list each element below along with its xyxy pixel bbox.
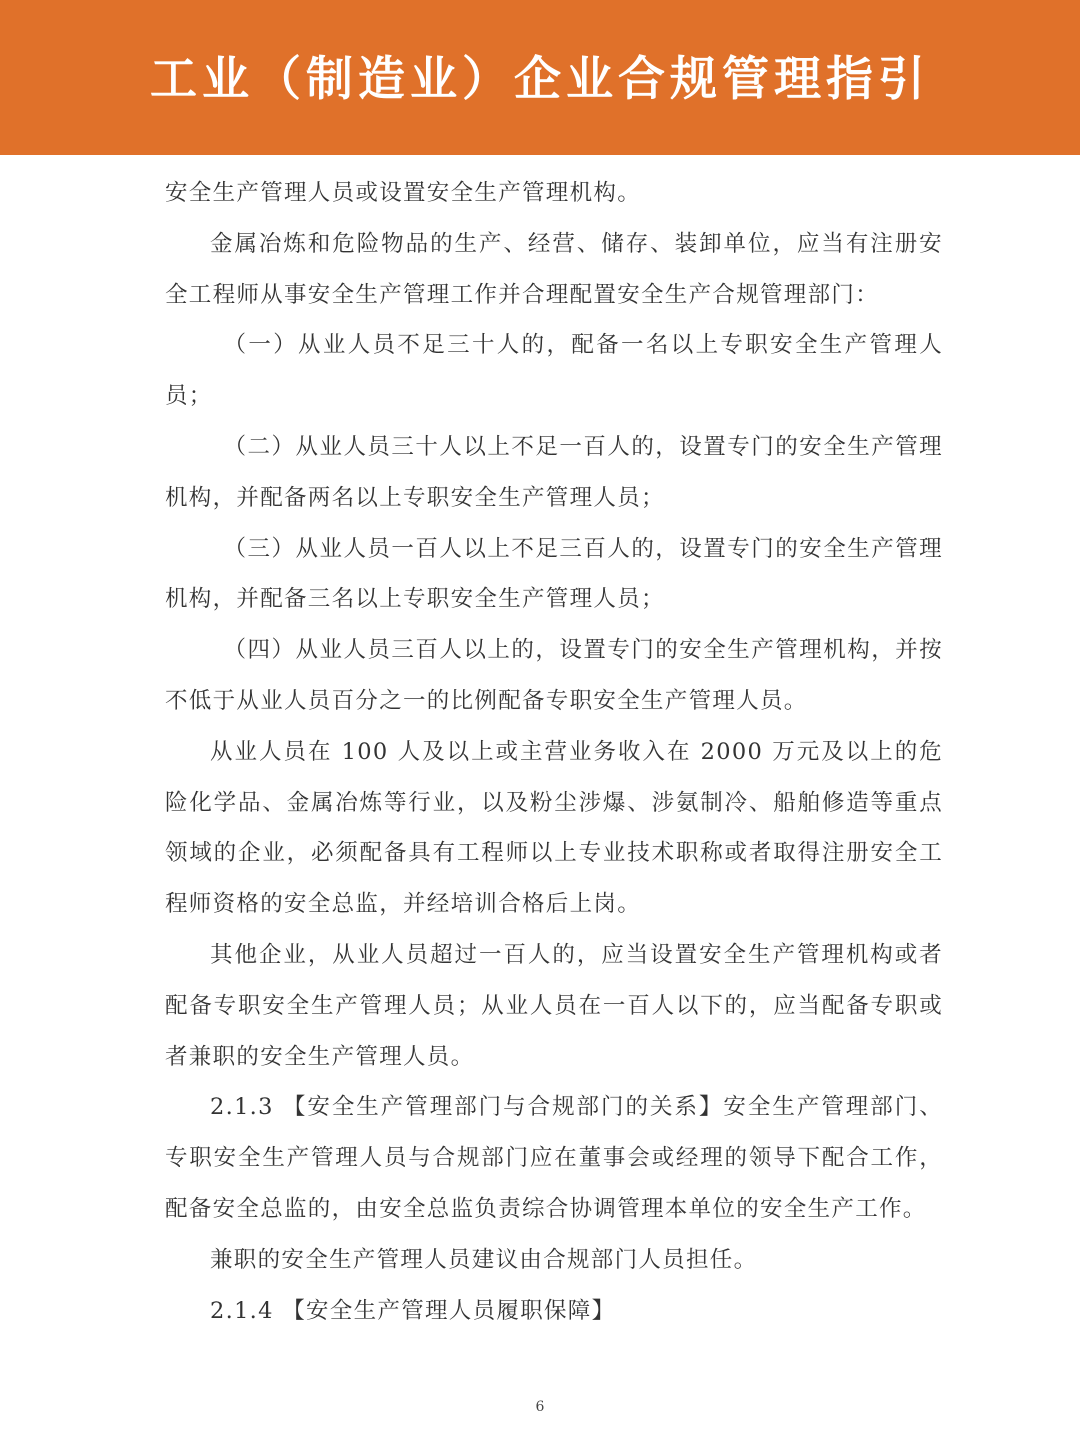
document-body xyxy=(165,168,943,1336)
header-banner xyxy=(0,0,1080,155)
list-item: （一）从业人员不足三十人的，配备一名以上专职安全生产管理人员； xyxy=(165,332,943,410)
paragraph: 其他企业，从业人员超过一百人的，应当设置安全生产管理机构或者配备专职安全生产管理人员；从业人员在一百人以下的，应当配备专职或者兼职的安全生产管理人员。 xyxy=(165,941,943,1070)
document-title: 工业（制造业）企业合规管理指引 xyxy=(150,52,930,107)
paragraph: 金属冶炼和危险物品的生产、经营、储存、装卸单位，应当有注册安全工程师从事安全生产管理工作并合理配置安全生产合规管理部门： xyxy=(165,230,943,308)
paragraph: 兼职的安全生产管理人员建议由合规部门人员担任。 xyxy=(210,1246,758,1273)
page-number: 6 xyxy=(535,1399,545,1415)
paragraph: 从业人员在 100 人及以上或主营业务收入在 2000 万元及以上的危险化学品、金属冶炼等行业，以及粉尘涉爆、涉氨制冷、船舶修造等重点领域的企业，必须配备具有工程师以上专业技术职称或者取得注册安全工程师资格的安全总监，并经培训合格后上岗。 xyxy=(165,738,943,918)
list-item: （四）从业人员三百人以上的，设置专门的安全生产管理机构，并按不低于从业人员百分之一的比例配备专职安全生产管理人员。 xyxy=(165,637,943,714)
paragraph: 安全生产管理人员或设置安全生产管理机构。 xyxy=(165,180,642,206)
section-heading: 2.1.4 【安全生产管理人员履职保障】 xyxy=(210,1297,616,1324)
section-paragraph: 2.1.3 【安全生产管理部门与合规部门的关系】安全生产管理部门、专职安全生产管理人员与合规部门应在董事会或经理的领导下配合工作，配备安全总监的，由安全总监负责综合协调管理本单位的安全生产工作。 xyxy=(165,1094,943,1222)
list-item: （二）从业人员三十人以上不足一百人的，设置专门的安全生产管理机构，并配备两名以上专职安全生产管理人员； xyxy=(165,433,943,511)
list-item: （三）从业人员一百人以上不足三百人的，设置专门的安全生产管理机构，并配备三名以上专职安全生产管理人员； xyxy=(165,535,943,613)
